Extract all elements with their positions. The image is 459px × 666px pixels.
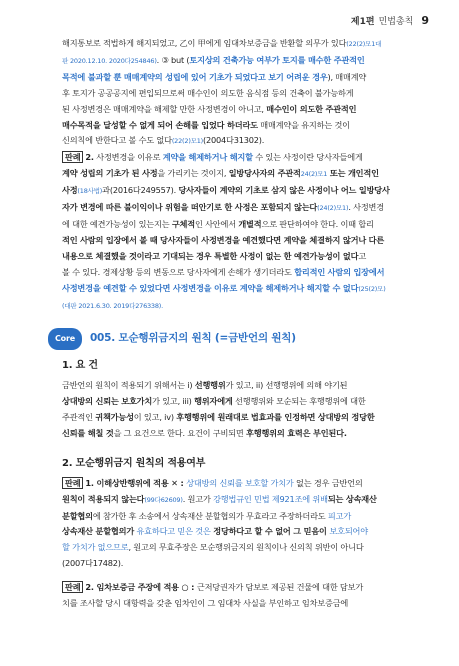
core-badge: Core [48, 328, 82, 350]
part-label: 제1편 [350, 17, 375, 27]
case-paragraph-4: 판례 2. 임차보증금 주장에 적용 ○ : 근저당권자가 담보로 제공된 건물에 대한 담보가 치를 조사할 당시 대항력을 갖춘 임차인이 그 임대차 사실을 부인하고 임차보증금에 [62, 582, 364, 609]
core-title: 005. 모순행위금지의 원칙 (=금반언의 원칙) [89, 332, 296, 345]
core-heading [48, 328, 429, 350]
case-paragraph-2: 판례 2. 사정변경을 이유로 계약을 해제하거나 해지할 수 있는 사정이란 당사자들에게 계약 성립의 기초가 된 사정을 가리키는 것이지, 일방당사자의 주관적24(2)모1 또는 개인적인 사정(18사법)과(2016다249557). 당사자들이 계약의 기초로 삼지 않은 사정이나 어느 일방당사 자가 변경에 따른 불이익이나 위험을 떠안기로 한 사정은 포함되지 않는다(24(2)모1). 사정변경 에 대한 예견가능성이 있는지는 구체적인 사안에서 개별적으로 판단하여야 한다. 이때 합리 적인 사람의 입장에서 볼 때 당사자들이 사정변경을 예견했다면 계약을 체결하지 않거나 다른 내용으로 체결했을 것이라고 기대되는 경우 특별한 사정이 없는 한 예견가능성이 없다고 볼 수 있다. 경제상황 등의 변동으로 당사자에게 손해가 생기더라도 합리적인 사람의 입장에서 사정변경을 예견할 수 있었다면 사정변경을 이유로 계약을 해제하거나 해지할 수 없다(25(2)모) (대판 2021.6.30. 2019다276338). [62, 152, 390, 310]
paragraph-continuation: 해지통보로 적법하게 해지되었고, 乙이 甲에게 임대차보증금을 반환할 의무가 있다(22(2)모1대 판 2020.12.10. 2020다254846). ③ but (토지상의 건축가능 여부가 토지를 매수한 주관적인 목적에 불과할 뿐 매매계약의 성립에 있어 기초가 되었다고 보기 어려운 경우), 매매계약 후 토지가 공공공지에 편입되므로써 매수인이 의도한 음식점 등의 건축이 불가능하게 된 사정변경은 매매계약을 해제할 만한 사정변경이 아니고, 매수인이 의도한 주관적인 매수목적을 달성할 수 없게 되어 손해를 입었다 하더라도 매매계약을 유지하는 것이 신의칙에 반한다고 볼 수도 없다(22(2)모1)(2004다31302). [62, 38, 382, 146]
case-paragraph-3: 판례 1. 이해상반행위에 적용 ✕ : 상대방의 신뢰를 보호할 가치가 없는 경우 금반언의 원칙이 적용되지 않는다(99다62609). 원고가 강행법규인 민법 제921조에 위배되는 상속재산 분할협의에 참가한 후 소송에서 상속재산 분할협의가 무효라고 주장하더라도 피고가 상속재산 분할협의가 유효하다고 믿은 것은 정당하다고 할 수 없어 그 믿음이 보호되어야 할 가치가 없으므로, 원고의 무효주장은 모순행위금지의 원칙이나 신의칙 위반이 아니다 (2007다17482). [62, 477, 377, 569]
heading-application: 2. 모순행위금지 원칙의 적용여부 [62, 457, 206, 469]
section-label: 민법총칙 [378, 17, 414, 27]
precedent-tag: 판례 [62, 151, 83, 163]
heading-requirements: 1. 요 건 [62, 360, 98, 372]
precedent-tag: 판례 [62, 477, 83, 489]
page-number: 9 [421, 14, 429, 27]
requirements-paragraph: 금반언의 원칙이 적용되기 위해서는 i) 선행행위가 있고, ii) 선행행위에 의해 야기된 상대방의 신뢰는 보호가치가 있고, iii) 행위자에게 선행행위와 모순되는 후행행위에 대한 주관적인 귀책가능성이 있고, iv) 후행행위에 원래대로 법효과를 인정하면 상대방의 정당한 신뢰를 해칠 것을 그 요건으로 한다. 요건이 구비되면 후행행위의 효력은 부인된다. [62, 380, 375, 438]
page-header [351, 14, 429, 27]
precedent-tag: 판례 [62, 581, 83, 593]
page-body [55, 36, 429, 612]
